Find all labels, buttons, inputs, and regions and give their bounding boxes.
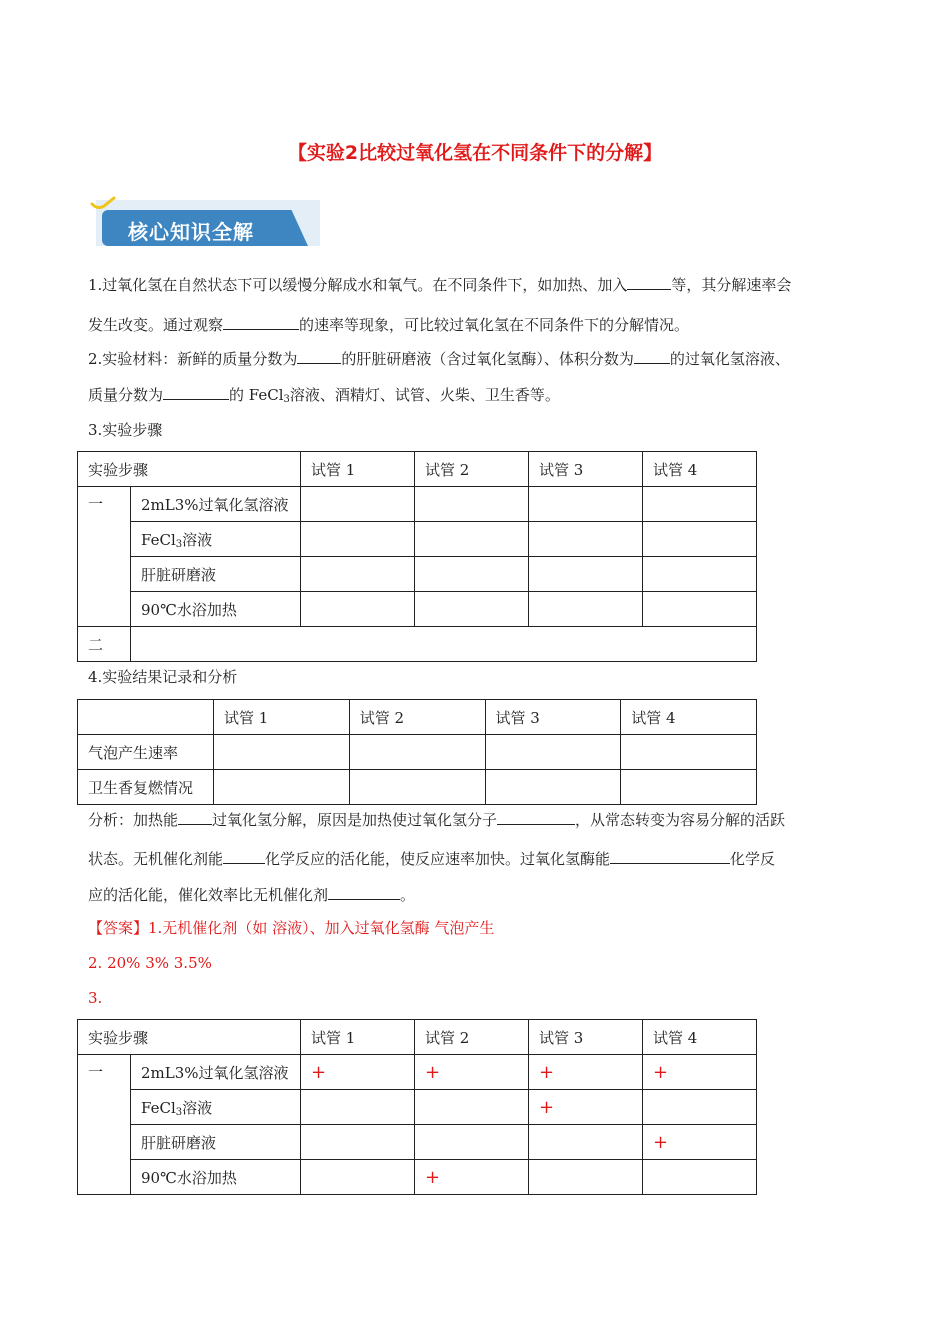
table-cell (214, 735, 350, 770)
blank (634, 348, 670, 364)
mark-cell (415, 1090, 529, 1125)
table-header-cell: 试管 2 (349, 700, 485, 735)
question-4-label: 4.实验结果记录和分析 (88, 668, 238, 686)
table-header-cell: 实验步骤 (78, 452, 301, 487)
table-header-cell: 试管 3 (485, 700, 621, 735)
mark-cell (301, 1125, 415, 1160)
row-label: FeCl$_3$溶液 (131, 1090, 301, 1125)
table-header-cell: 试管 4 (643, 1020, 757, 1055)
table-cell (529, 487, 643, 522)
mark-cell: + (529, 1090, 643, 1125)
table-cell (529, 522, 643, 557)
mark-cell (643, 1090, 757, 1125)
mark-cell (415, 1125, 529, 1160)
mark-cell: + (415, 1160, 529, 1195)
analysis-line-3: 应的活化能，催化效率比无机催化剂 。 (88, 886, 416, 904)
table-row (78, 1125, 757, 1160)
table-row (78, 452, 757, 487)
q1-text-d: 的速率等现象，可比较过氧化氢在不同条件下的分解情况。 (299, 316, 690, 334)
table-cell (529, 557, 643, 592)
table-row (78, 735, 757, 770)
table-row (78, 487, 757, 522)
q2-text-e: 的 FeCl (229, 386, 284, 404)
row-label: 2mL3%过氧化氢溶液 (131, 1055, 301, 1090)
blank (627, 274, 671, 290)
q1-text-a: 1.过氧化氢在自然状态下可以缓慢分解成水和氧气。在不同条件下，如加热、加入 (88, 276, 628, 294)
q1-text-c: 发生改变。通过观察 (88, 316, 224, 334)
answer-line-3: 3. (88, 989, 103, 1007)
row-label: 肝脏研磨液 (131, 1125, 301, 1160)
question-2-line-2 (88, 384, 868, 410)
mark-cell: + (415, 1055, 529, 1090)
table-cell (214, 770, 350, 805)
table-cell (643, 592, 757, 627)
answer-steps-table (77, 1019, 757, 1195)
table-cell (415, 557, 529, 592)
group-label: 一 (78, 1055, 131, 1195)
table-cell (301, 487, 415, 522)
table-header-cell (78, 700, 214, 735)
q2-text-d: 质量分数为 (88, 386, 164, 404)
table-header-cell: 试管 3 (529, 452, 643, 487)
table-cell (349, 770, 485, 805)
table-header-cell: 试管 1 (214, 700, 350, 735)
row-label: 90℃水浴加热 (131, 1160, 301, 1195)
page-title: 【实验2比较过氧化氢在不同条件下的分解】 (287, 142, 663, 164)
mark-cell: + (529, 1055, 643, 1090)
mark-cell (643, 1160, 757, 1195)
table-cell (621, 735, 757, 770)
table-cell (643, 487, 757, 522)
analysis-line-1: 分析：加热能 过氧化氢分解，原因是加热使过氧化氢分子 ，从常态转变为容易分解的活跃 (88, 811, 786, 829)
table-cell (301, 592, 415, 627)
table-cell (131, 627, 757, 662)
q2-text-f: 溶液、酒精灯、试管、火柴、卫生香等。 (289, 386, 560, 404)
row-label: 2mL3%过氧化氢溶液 (131, 487, 301, 522)
mark-cell (529, 1125, 643, 1160)
table-row (78, 1055, 757, 1090)
row-label: 气泡产生速率 (78, 735, 214, 770)
table-cell (485, 770, 621, 805)
steps-table (77, 451, 757, 662)
q2-text-b: 的肝脏研磨液（含过氧化氢酶）、体积分数为 (341, 350, 634, 368)
blank (297, 348, 341, 364)
mark-cell (301, 1160, 415, 1195)
row-label: 卫生香复燃情况 (78, 770, 214, 805)
blank (178, 809, 212, 825)
mark-cell: + (643, 1055, 757, 1090)
question-3-label: 3.实验步骤 (88, 421, 163, 439)
blank (163, 384, 229, 400)
row-label: FeCl$_3$溶液 (131, 522, 301, 557)
q1-text-b: 等，其分解速率会 (671, 276, 792, 294)
group-label: 二 (78, 627, 131, 662)
results-table (77, 699, 757, 805)
row-label: 肝脏研磨液 (131, 557, 301, 592)
blank (610, 848, 730, 864)
table-cell (349, 735, 485, 770)
q2-text-a: 2.实验材料：新鲜的质量分数为 (88, 350, 298, 368)
question-2-line-1 (88, 348, 868, 369)
table-row (78, 627, 757, 662)
row-label: 90℃水浴加热 (131, 592, 301, 627)
mark-cell: + (301, 1055, 415, 1090)
table-row (78, 770, 757, 805)
table-header-cell: 试管 2 (415, 452, 529, 487)
analysis-line-2: 状态。无机催化剂能 化学反应的活化能，使反应速率加快。过氧化氢酶能 化学反 (88, 850, 776, 868)
table-cell (529, 592, 643, 627)
table-cell (415, 487, 529, 522)
table-cell (621, 770, 757, 805)
table-header-cell: 试管 3 (529, 1020, 643, 1055)
table-row (78, 700, 757, 735)
table-cell (415, 522, 529, 557)
blank (328, 884, 400, 900)
mark-cell (529, 1160, 643, 1195)
table-cell (643, 557, 757, 592)
table-header-cell: 试管 4 (643, 452, 757, 487)
question-1-line-1 (88, 274, 868, 295)
blank (223, 314, 299, 330)
table-cell (485, 735, 621, 770)
table-header-cell: 试管 2 (415, 1020, 529, 1055)
table-row (78, 1020, 757, 1055)
blank (497, 809, 575, 825)
table-cell (415, 592, 529, 627)
group-label: 一 (78, 487, 131, 627)
check-decoration-icon (90, 196, 116, 212)
banner-label: 核心知识全解 (128, 220, 254, 244)
section-banner (88, 196, 320, 252)
table-header-cell: 试管 1 (301, 452, 415, 487)
table-row (78, 1160, 757, 1195)
table-row (78, 1090, 757, 1125)
table-cell (643, 522, 757, 557)
table-header-cell: 实验步骤 (78, 1020, 301, 1055)
answer-line-1: 【答案】1.无机催化剂（如 溶液）、加入过氧化氢酶 气泡产生 (88, 919, 495, 937)
mark-cell (301, 1090, 415, 1125)
q2-text-c: 的过氧化氢溶液、 (669, 350, 790, 368)
answer-line-2: 2. 20% 3% 3.5% (88, 954, 212, 972)
table-row (78, 522, 757, 557)
subscript: 3 (283, 394, 290, 405)
mark-cell: + (643, 1125, 757, 1160)
table-header-cell: 试管 1 (301, 1020, 415, 1055)
table-row (78, 592, 757, 627)
table-cell (301, 522, 415, 557)
question-1-line-2 (88, 314, 868, 335)
table-header-cell: 试管 4 (621, 700, 757, 735)
table-cell (301, 557, 415, 592)
blank (223, 848, 265, 864)
table-row (78, 557, 757, 592)
